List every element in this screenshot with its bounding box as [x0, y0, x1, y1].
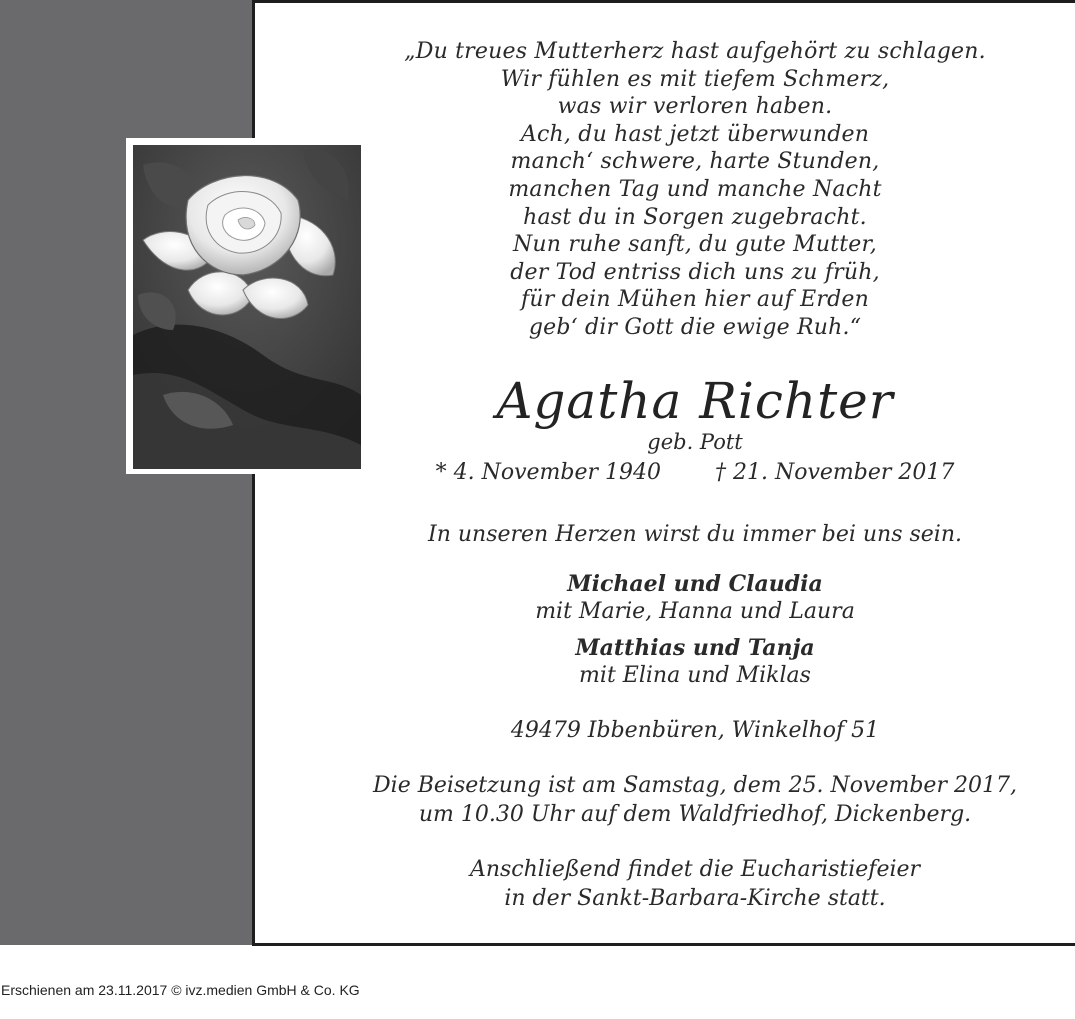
funeral-info: [330, 771, 1060, 829]
mourner-names: Matthias und Tanja: [575, 635, 815, 661]
publication-footer: Erschienen am 23.11.2017 © ivz.medien GmbH & Co. KG: [1, 982, 360, 998]
poem-line: „Du treues Mutterherz hast aufgehört zu schlagen.: [404, 39, 986, 64]
mourner-children: mit Elina und Miklas: [579, 663, 811, 688]
deceased-name: Agatha Richter: [496, 372, 894, 430]
address: 49479 Ibbenbüren, Winkelhof 51: [510, 718, 880, 743]
funeral-line: um 10.30 Uhr auf dem Waldfriedhof, Dickenberg.: [418, 802, 972, 827]
mourner-group: [330, 570, 1060, 626]
poem-line: manch‘ schwere, harte Stunden,: [510, 149, 880, 175]
white-rose-photo: [133, 145, 361, 469]
poem-line: Ach, du hast jetzt überwunden: [520, 121, 870, 147]
funeral-line: Die Beisetzung ist am Samstag, dem 25. November 2017,: [373, 773, 1017, 798]
poem-line: was wir verloren haben.: [557, 94, 833, 120]
poem-line: für dein Mühen hier auf Erden: [521, 287, 869, 313]
mass-line: in der Sankt-Barbara-Kirche statt.: [504, 886, 886, 911]
poem-line: Wir fühlen es mit tiefem Schmerz,: [500, 66, 890, 92]
poem-line: Nun ruhe sanft, du gute Mutter,: [512, 232, 878, 258]
mourner-group: [330, 634, 1060, 690]
mass-info: [330, 855, 1060, 913]
maiden-name: geb. Pott: [647, 430, 743, 454]
birth-date: * 4. November 1940: [435, 460, 661, 485]
mass-line: Anschließend findet die Eucharistiefeier: [469, 857, 921, 882]
mourner-names: Michael und Claudia: [567, 571, 823, 597]
mourner-children: mit Marie, Hanna und Laura: [535, 599, 855, 624]
death-date: † 21. November 2017: [715, 460, 955, 485]
motto: In unseren Herzen wirst du immer bei uns sein.: [428, 522, 962, 547]
life-dates: [330, 458, 1060, 488]
poem-line: hast du in Sorgen zugebracht.: [523, 204, 867, 230]
poem-line: geb‘ dir Gott die ewige Ruh.“: [528, 314, 862, 340]
poem-line: der Tod entriss dich uns zu früh,: [510, 259, 880, 285]
poem: [330, 38, 1060, 342]
poem-line: manchen Tag und manche Nacht: [508, 176, 882, 202]
